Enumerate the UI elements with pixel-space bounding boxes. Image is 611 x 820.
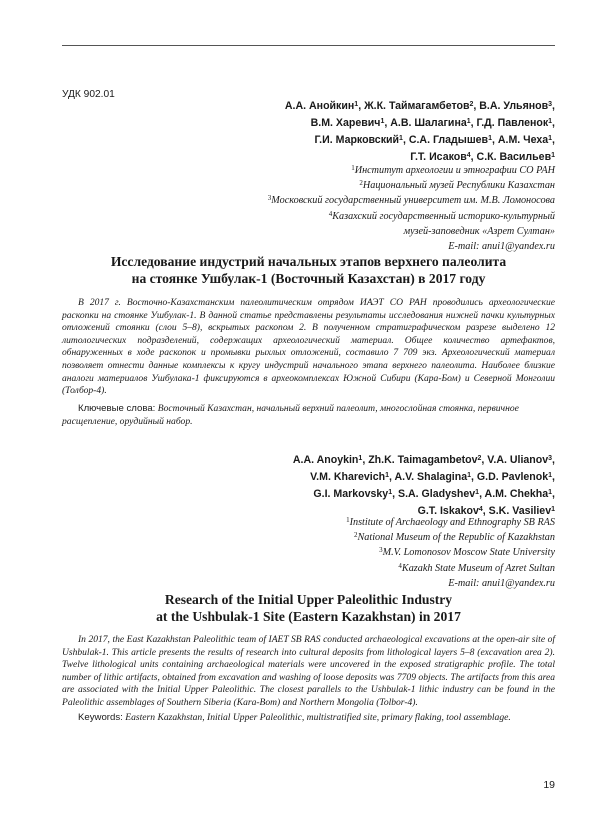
affiliations-ru <box>268 162 555 253</box>
affiliation-line: $^4$Казахский государственный историко-культурный <box>328 209 555 222</box>
affiliation-line: $^2$National Museum of the Republic of Kazakhstan <box>353 531 555 544</box>
abstract-ru: В 2017 г. Восточно-Казахстанским палеолитическим отрядом ИАЭТ СО РАН проводились археологические раскопки на стоянке Ушбулак-1. В данной статье представлены результаты исследования нижней пачки культурных отложений стоянки (слои 5–8), вскрытых раскопом 2. В полученном стратиграфическом разрезе выделено 12 литологических подразделений, содержащих археологический материал. Общее количество артефактов, обнаруженных в ходе раскопок и промывки рыхлых отложений, составило 7 709 экз. Археологический материал позволяет отнести данные комплексы к кругу индустрий начального этапа верхнего палеолита. Наиболее близкие аналоги материалов Ушбулака-1 фиксируются в археокомплексах Южной Сибири (Кара-Бом) и Северной Монголии (Толбор-4). <box>62 297 555 397</box>
affiliation-line: $^2$Национальный музей Республики Казахстан <box>359 179 555 192</box>
keywords-ru-label: Ключевые слова: <box>78 403 156 414</box>
authors-ru-line: В.М. Харевич$^1$, А.В. Шалагина$^1$, Г.Д. Павленок$^1$, <box>310 117 555 129</box>
authors-en-line: A.A. Anoykin$^1$, Zh.K. Taimagambetov$^2$, V.A. Ulianov$^3$, <box>292 454 555 466</box>
header-rule <box>62 45 555 46</box>
affiliation-line: $^3$Московский государственный университет им. М.В. Ломоносова <box>267 194 555 207</box>
authors-en-line: V.M. Kharevich$^1$, A.V. Shalagina$^1$, G.D. Pavlenok$^1$, <box>310 471 555 483</box>
page-number: 19 <box>543 779 555 791</box>
authors-ru-line: Г.И. Марковский$^1$, С.А. Гладышев$^1$, А.М. Чеха$^1$, <box>314 134 555 146</box>
keywords-ru <box>62 403 555 428</box>
authors-en-line: G.I. Markovsky$^1$, S.A. Gladyshev$^1$, A.M. Chekha$^1$, <box>313 488 555 500</box>
abstract-en: In 2017, the East Kazakhstan Paleolithic team of IAET SB RAS conducted archaeological excavations at the open-air site of Ushbulak-1. This article presents the results of research into cultural deposits from lithological layers 5–8 (excavation area 2). Twelve lithological units containing archaeological materials were uncovered in the exposed stratigraphic profile. The total number of lithic artifacts, obtained from excavation and washing of loose deposits was 7709 objects. The artifacts from this area are associated with the Initial Upper Paleolithic. The closest parallels to the Ushbulak-1 lithic industry can be found in the Paleolithic assemblages of Southern Siberia (Kara-Bom) and Northern Mongolia (Tolbor-4). <box>62 634 555 708</box>
email: E-mail: anui1@yandex.ru <box>448 241 555 253</box>
authors-ru-line: Г.Т. Исаков$^4$, С.К. Васильев$^1$ <box>410 151 555 163</box>
title-en-line: at the Ushbulak-1 Site (Eastern Kazakhstan) in 2017 <box>156 609 461 624</box>
title-en-line: Research of the Initial Upper Paleolithic Industry <box>164 592 453 607</box>
authors-en <box>293 451 555 519</box>
authors-ru <box>285 97 555 165</box>
title-en <box>62 591 555 625</box>
udk-code: УДК 902.01 <box>62 89 115 100</box>
title-ru-line: Исследование индустрий начальных этапов верхнего палеолита <box>110 254 507 269</box>
keywords-ru-text: Восточный Казахстан, начальный верхний палеолит, многослойная стоянка, первичное расщепление, орудийный набор. <box>62 403 519 427</box>
affiliation-line: $^3$M.V. Lomonosov Moscow State University <box>379 546 555 559</box>
keywords-en <box>62 712 555 725</box>
affiliation-line: $^4$Kazakh State Museum of Azret Sultan <box>398 561 555 574</box>
affiliation-line: $^1$Институт археологии и этнографии СО РАН <box>351 164 555 176</box>
affiliation-line: музей-заповедник «Азрет Султан» <box>403 225 555 237</box>
title-ru-line: на стоянке Ушбулак-1 (Восточный Казахстан) в 2017 году <box>131 271 486 286</box>
affiliation-line: $^1$Institute of Archaeology and Ethnography SB RAS <box>346 516 555 528</box>
keywords-en-label: Keywords: <box>78 712 123 723</box>
affiliations-en <box>346 514 555 590</box>
email: E-mail: anui1@yandex.ru <box>448 577 555 589</box>
authors-ru-line: А.А. Анойкин$^1$, Ж.К. Таймагамбетов$^2$, В.А. Ульянов$^3$, <box>284 100 555 112</box>
title-ru <box>62 253 555 287</box>
keywords-en-text: Eastern Kazakhstan, Initial Upper Paleolithic, multistratified site, primary flaking, tool assemblage. <box>125 712 511 723</box>
authors-en-line: G.T. Iskakov$^4$, S.K. Vasiliev$^1$ <box>417 505 555 517</box>
